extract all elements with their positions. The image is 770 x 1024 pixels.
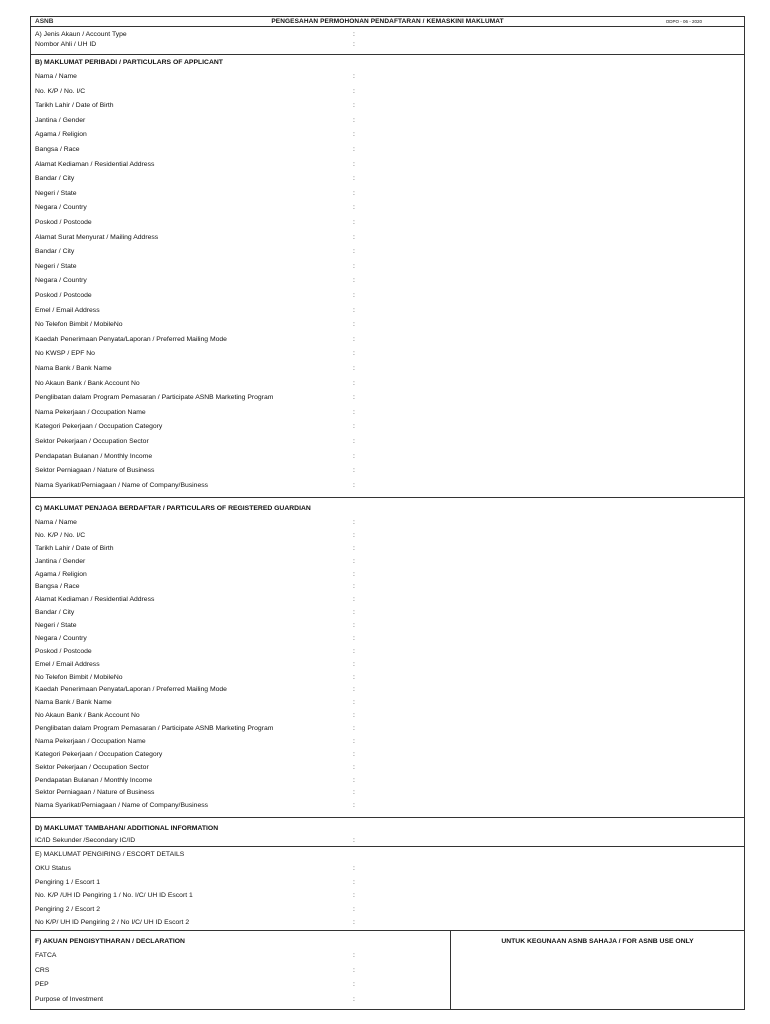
- section-c-title: C) MAKLUMAT PENJAGA BERDAFTAR / PARTICULARS OF REGISTERED GUARDIAN: [35, 505, 311, 512]
- form-title: PENGESAHAN PERMOHONAN PENDAFTARAN / KEMASKINI MAKLUMAT: [271, 18, 504, 25]
- section-c-field-label: Bangsa / Race: [35, 583, 80, 591]
- section-c-field-colon: :: [353, 519, 355, 526]
- section-b-field-colon: :: [353, 379, 355, 387]
- form-header: [31, 17, 744, 27]
- section-c-field-colon: :: [353, 609, 355, 617]
- section-b-field-label: Nama Syarikat/Perniagaan / Name of Company/Business: [35, 481, 209, 489]
- section-b-field-colon: :: [353, 277, 355, 285]
- section-c-field-colon: :: [353, 763, 355, 771]
- section-a-field-colon: :: [353, 31, 355, 38]
- section-c-field-colon: :: [353, 776, 355, 784]
- section-b-field-colon: :: [353, 219, 355, 226]
- section-b-field-label: Negeri / State: [35, 262, 77, 270]
- section-b-field-colon: :: [353, 262, 355, 270]
- divider: [31, 54, 744, 55]
- section-b-field-colon: :: [353, 146, 355, 153]
- section-b-field-colon: :: [353, 292, 355, 299]
- section-c-field-label: Kategori Pekerjaan / Occupation Category: [35, 750, 163, 758]
- section-c-field-label: Jantina / Gender: [35, 557, 86, 565]
- section-c-field-colon: :: [353, 699, 355, 707]
- section-c-field-label: Poskod / Postcode: [35, 647, 92, 655]
- section-d-field-label: IC/ID Sekunder /Secondary IC/ID: [35, 837, 136, 844]
- section-c-field-label: Agama / Religion: [35, 570, 87, 578]
- section-b-field-colon: :: [353, 87, 355, 95]
- section-e-field-colon: :: [353, 865, 355, 872]
- section-c-field-colon: :: [353, 725, 355, 733]
- section-b-field-label: Negara / Country: [35, 277, 87, 285]
- section-c-field-colon: :: [353, 673, 355, 681]
- section-b-field-label: Jantina / Gender: [35, 116, 86, 124]
- section-b-field-label: Poskod / Postcode: [35, 219, 92, 226]
- section-c-field-colon: :: [353, 660, 355, 668]
- section-c-field-colon: :: [353, 647, 355, 655]
- section-b-field-label: Alamat Kediaman / Residential Address: [35, 160, 155, 168]
- section-c-field-label: No Telefon Bimbit / MobileNo: [35, 673, 123, 681]
- section-b-field-colon: :: [353, 408, 355, 416]
- section-d-field-colon: :: [353, 837, 355, 844]
- section-c-field-label: Tarikh Lahir / Date of Birth: [35, 544, 114, 552]
- section-e-field-label: OKU Status: [35, 865, 71, 872]
- section-b-field-colon: :: [353, 452, 355, 460]
- section-e-field-colon: :: [353, 878, 355, 886]
- section-c-field-colon: :: [353, 737, 355, 745]
- section-b-field-colon: :: [353, 321, 355, 329]
- section-c-field-label: Sektor Pekerjaan / Occupation Sector: [35, 763, 149, 771]
- section-b-field-label: Penglibatan dalam Program Pemasaran / Participate ASNB Marketing Program: [35, 394, 274, 402]
- section-b-field-colon: :: [353, 204, 355, 212]
- section-c-field-label: Negara / Country: [35, 634, 87, 642]
- section-a-field-colon: :: [353, 40, 355, 48]
- section-b-field-colon: :: [353, 365, 355, 372]
- section-c-field-label: Penglibatan dalam Program Pemasaran / Participate ASNB Marketing Program: [35, 725, 274, 733]
- section-b-field-label: Bandar / City: [35, 175, 75, 183]
- section-c-field-colon: :: [353, 802, 355, 810]
- section-b-field-label: Nama Bank / Bank Name: [35, 365, 112, 372]
- section-b-field-colon: :: [353, 73, 355, 80]
- section-b-field-colon: :: [353, 335, 355, 343]
- section-c-field-colon: :: [353, 531, 355, 539]
- section-c-field-colon: :: [353, 583, 355, 591]
- section-b-field-colon: :: [353, 423, 355, 431]
- section-b-field-colon: :: [353, 131, 355, 139]
- section-b-field-colon: :: [353, 248, 355, 256]
- section-c-field-colon: :: [353, 750, 355, 758]
- section-b-field-label: Poskod / Postcode: [35, 292, 92, 299]
- section-e-field-label: No K/P/ UH ID Pengiring 2 / No I/C/ UH ID Escort 2: [35, 919, 190, 927]
- section-f-field-label: Purpose of Investment: [35, 996, 104, 1004]
- section-f-field-label: FATCA: [35, 952, 57, 959]
- section-f-field-colon: :: [353, 996, 355, 1004]
- section-e-title: E) MAKLUMAT PENGIRING / ESCORT DETAILS: [35, 851, 185, 858]
- section-c-field-colon: :: [353, 557, 355, 565]
- section-b-field-label: No Telefon Bimbit / MobileNo: [35, 321, 123, 329]
- section-e-field-label: Pengiring 1 / Escort 1: [35, 878, 100, 886]
- brand-label: ASNB: [35, 18, 54, 25]
- section-c-field-colon: :: [353, 634, 355, 642]
- section-c-field-colon: :: [353, 570, 355, 578]
- section-c-field-label: Alamat Kediaman / Residential Address: [35, 596, 155, 604]
- section-c-field-label: Pendapatan Bulanan / Monthly Income: [35, 776, 153, 784]
- section-f-field-label: CRS: [35, 966, 50, 974]
- section-c-field-label: Nama Bank / Bank Name: [35, 699, 112, 707]
- section-b-field-colon: :: [353, 116, 355, 124]
- section-b-field-colon: :: [353, 102, 355, 110]
- section-e-field-colon: :: [353, 919, 355, 927]
- section-b-field-label: Kaedah Penerimaan Penyata/Laporan / Preferred Mailing Mode: [35, 335, 227, 343]
- section-b-field-colon: :: [353, 350, 355, 358]
- section-b-field-label: No Akaun Bank / Bank Account No: [35, 379, 140, 387]
- section-b-field-colon: :: [353, 233, 355, 241]
- section-c-field-colon: :: [353, 789, 355, 797]
- section-b-field-colon: :: [353, 189, 355, 197]
- section-f-field-colon: :: [353, 952, 355, 959]
- asnb-use-only-title: UNTUK KEGUNAAN ASNB SAHAJA / FOR ASNB USE ONLY: [501, 938, 694, 945]
- section-c-field-label: No. K/P / No. I/C: [35, 531, 86, 539]
- section-b-field-label: No KWSP / EPF No: [35, 350, 95, 358]
- section-b-field-label: No. K/P / No. I/C: [35, 87, 86, 95]
- divider: [31, 846, 744, 847]
- section-f-title: F) AKUAN PENGISYTIHARAN / DECLARATION: [35, 938, 185, 945]
- section-e-field-label: No. K/P /UH ID Pengiring 1 / No. I/C/ UH ID Escort 1: [35, 892, 193, 900]
- section-b-field-label: Sektor Perniagaan / Nature of Business: [35, 467, 155, 475]
- section-c-field-label: Kaedah Penerimaan Penyata/Laporan / Preferred Mailing Mode: [35, 686, 227, 694]
- section-b-field-colon: :: [353, 481, 355, 489]
- section-c-field-label: Nama Pekerjaan / Occupation Name: [35, 737, 146, 745]
- section-b-field-colon: :: [353, 467, 355, 475]
- registration-confirmation-form: [30, 16, 745, 1010]
- section-c-field-label: Bandar / City: [35, 609, 75, 617]
- section-b-field-label: Negara / Country: [35, 204, 87, 212]
- divider: [31, 817, 744, 818]
- section-b-field-colon: :: [353, 306, 355, 314]
- section-c-field-label: Nama Syarikat/Perniagaan / Name of Company/Business: [35, 802, 209, 810]
- section-c-field-colon: :: [353, 712, 355, 720]
- section-c-field-label: Nama / Name: [35, 519, 77, 526]
- section-c-field-label: Negeri / State: [35, 622, 77, 630]
- section-c-field-label: Emel / Email Address: [35, 660, 100, 668]
- section-a-field-label: A) Jenis Akaun / Account Type: [35, 31, 127, 38]
- section-c-field-colon: :: [353, 544, 355, 552]
- section-b-field-colon: :: [353, 394, 355, 402]
- section-b-field-colon: :: [353, 438, 355, 445]
- section-b-field-label: Tarikh Lahir / Date of Birth: [35, 102, 114, 110]
- section-b-field-label: Pendapatan Bulanan / Monthly Income: [35, 452, 153, 460]
- section-b-field-label: Nama / Name: [35, 73, 77, 80]
- section-b-title: B) MAKLUMAT PERIBADI / PARTICULARS OF APPLICANT: [35, 59, 223, 66]
- section-c-field-colon: :: [353, 596, 355, 604]
- section-b-field-colon: :: [353, 160, 355, 168]
- section-f-field-colon: :: [353, 966, 355, 974]
- section-b-field-label: Bangsa / Race: [35, 146, 80, 153]
- section-b-field-label: Agama / Religion: [35, 131, 87, 139]
- section-e-field-colon: :: [353, 892, 355, 900]
- section-c-field-colon: :: [353, 622, 355, 630]
- section-b-field-label: Negeri / State: [35, 189, 77, 197]
- section-b-field-label: Emel / Email Address: [35, 306, 100, 314]
- section-a-field-label: Nombor Ahli / UH ID: [35, 40, 97, 48]
- section-b-field-label: Alamat Surat Menyurat / Mailing Address: [35, 233, 159, 241]
- divider: [31, 930, 744, 931]
- section-c-field-label: No Akaun Bank / Bank Account No: [35, 712, 140, 720]
- section-b-field-label: Bandar / City: [35, 248, 75, 256]
- section-b-field-colon: :: [353, 175, 355, 183]
- section-f-field-label: PEP: [35, 981, 49, 989]
- section-b-field-label: Nama Pekerjaan / Occupation Name: [35, 408, 146, 416]
- section-e-field-colon: :: [353, 905, 355, 913]
- section-d-title: D) MAKLUMAT TAMBAHAN/ ADDITIONAL INFORMATION: [35, 825, 219, 832]
- section-c-field-colon: :: [353, 686, 355, 694]
- section-f-field-colon: :: [353, 981, 355, 989]
- section-b-field-label: Sektor Pekerjaan / Occupation Sector: [35, 438, 149, 445]
- form-code: ODPO - 06 - 2020: [665, 19, 702, 24]
- admin-box-divider: [450, 930, 451, 1009]
- section-b-field-label: Kategori Pekerjaan / Occupation Category: [35, 423, 163, 431]
- section-c-field-label: Sektor Perniagaan / Nature of Business: [35, 789, 155, 797]
- divider: [31, 497, 744, 498]
- section-e-field-label: Pengiring 2 / Escort 2: [35, 905, 100, 913]
